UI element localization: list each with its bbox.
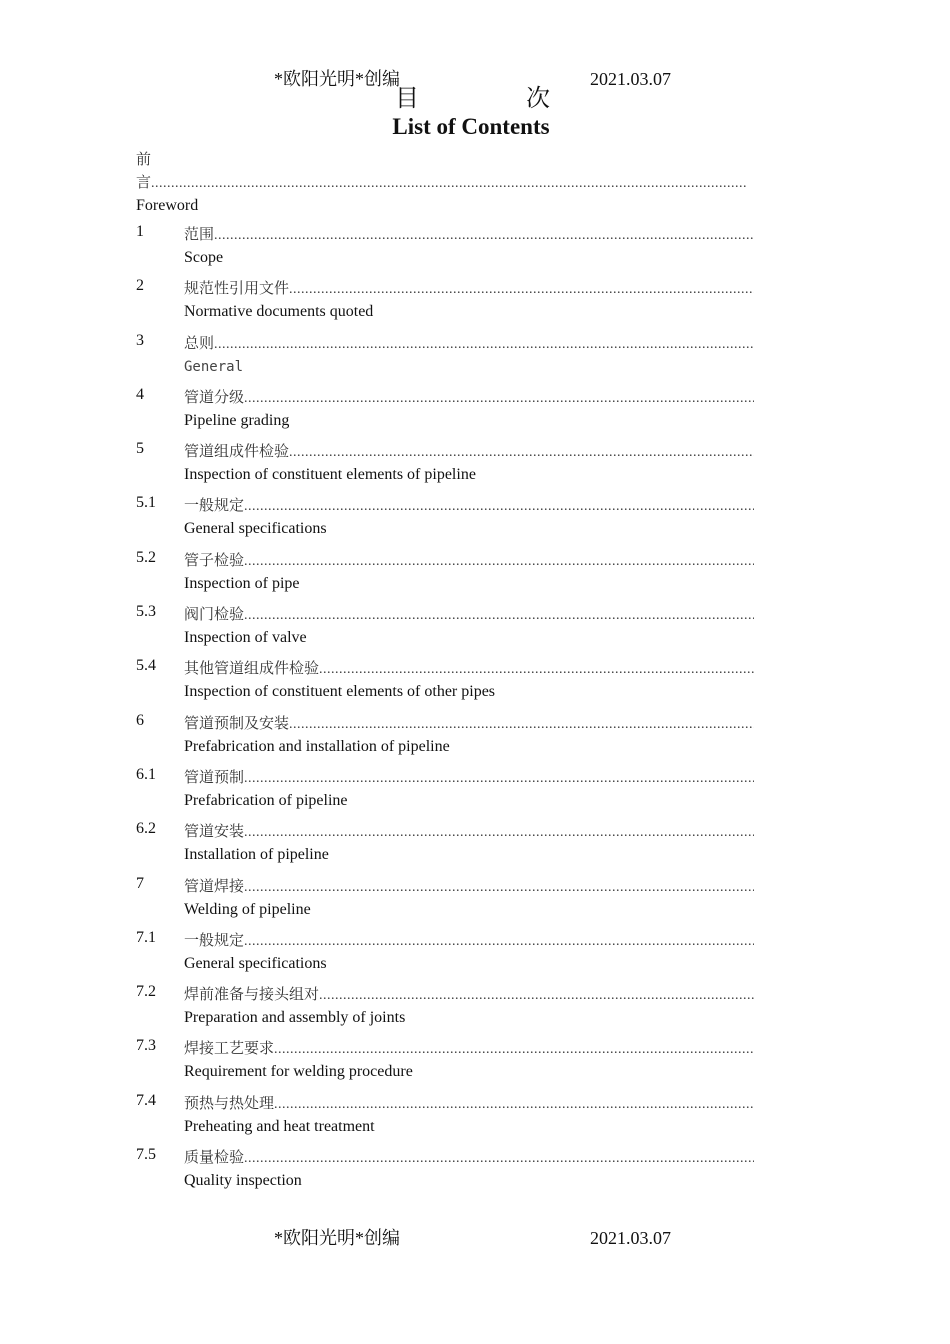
dot-leader [319, 985, 754, 1005]
toc-chinese-title: 管道预制 [184, 767, 245, 786]
toc-chinese-title: 管道组成件检验 [184, 442, 290, 461]
toc-entry[interactable] [136, 818, 754, 872]
toc-entry[interactable] [136, 384, 754, 438]
toc-chinese-title: 焊前准备与接头组对 [184, 985, 320, 1004]
toc-number: 6 [136, 711, 144, 729]
toc-english-title: Requirement for welding procedure [184, 1063, 413, 1081]
toc-english-title: Inspection of constituent elements of pipeline [184, 466, 476, 484]
page-title: List of Contents [392, 114, 550, 139]
toc-number: 4 [136, 385, 144, 403]
toc-chinese-title: 管道预制及安装 [184, 713, 290, 732]
title-chinese-left: 目 [395, 84, 419, 112]
toc-chinese-title: 阀门检验 [184, 605, 245, 624]
footer-author: *欧阳光明*创编 [274, 1228, 400, 1248]
toc-chinese-line [184, 494, 754, 516]
toc-entry[interactable] [136, 981, 754, 1035]
toc-english-title: Inspection of pipe [184, 574, 300, 592]
toc-english-title: General specifications [184, 954, 327, 972]
toc-chinese-title: 一般规定 [184, 496, 245, 515]
toc-entry[interactable] [136, 927, 754, 981]
toc-english-title: Normative documents quoted [184, 303, 374, 321]
toc-entry[interactable] [136, 1090, 754, 1144]
dot-leader [274, 1039, 754, 1059]
dot-leader [289, 442, 754, 462]
toc-number: 6.1 [136, 765, 156, 783]
toc-chinese-title: 质量检验 [184, 1148, 245, 1167]
toc-number: 7.4 [136, 1091, 156, 1109]
toc-chinese-line [184, 875, 754, 897]
toc-entry[interactable] [136, 601, 754, 655]
dot-leader [244, 388, 754, 408]
toc-english-title: General specifications [184, 520, 327, 538]
toc-english-title: Prefabrication and installation of pipeline [184, 737, 450, 755]
toc-english-title: Installation of pipeline [184, 846, 329, 864]
dot-leader [244, 605, 754, 625]
toc-chinese-title: 管道安装 [184, 822, 245, 841]
foreword-chinese-1: 前 [136, 150, 152, 168]
dot-leader [289, 279, 754, 299]
header-date: 2021.03.07 [590, 69, 671, 89]
toc-entry[interactable] [136, 330, 754, 384]
dot-leader [289, 714, 754, 734]
header-author: *欧阳光明*创编 [274, 69, 400, 89]
toc-number: 7.2 [136, 983, 156, 1001]
toc-chinese-line [184, 332, 754, 354]
dot-leader [151, 172, 746, 194]
toc-chinese-line [184, 1092, 754, 1114]
foreword-english: Foreword [136, 197, 199, 214]
title-chinese [395, 83, 550, 113]
toc-chinese-line [184, 223, 754, 245]
toc-chinese-title: 规范性引用文件 [184, 279, 290, 298]
dot-leader [244, 551, 754, 571]
toc-chinese-line [184, 1146, 754, 1168]
toc-chinese-line [184, 766, 754, 788]
toc-entry[interactable] [136, 710, 754, 764]
toc-chinese-title: 范围 [184, 225, 215, 243]
toc-number: 5.2 [136, 548, 156, 566]
toc-english-title: Preparation and assembly of joints [184, 1009, 406, 1027]
toc-english-title: Prefabrication of pipeline [184, 791, 348, 809]
toc-chinese-title: 焊接工艺要求 [184, 1039, 275, 1058]
toc-chinese-line [184, 1037, 754, 1059]
dot-leader [244, 822, 754, 842]
toc-entry[interactable] [136, 438, 754, 492]
toc-number: 3 [136, 331, 144, 349]
dot-leader [244, 768, 754, 788]
toc-number: 5 [136, 440, 144, 458]
toc-number: 7.1 [136, 928, 156, 946]
toc-chinese-title: 一般规定 [184, 930, 245, 949]
toc-entry[interactable] [136, 275, 754, 329]
title-chinese-right: 次 [526, 84, 550, 112]
toc-chinese-title: 管道焊接 [184, 876, 245, 895]
toc-english-title: General [184, 358, 244, 375]
dot-leader [244, 877, 754, 897]
toc-chinese-title: 管子检验 [184, 550, 245, 569]
toc-chinese-line [184, 440, 754, 462]
toc-chinese-line [184, 277, 754, 299]
toc-chinese-line [184, 820, 754, 842]
toc-english-title: Preheating and heat treatment [184, 1117, 375, 1135]
foreword-chinese-2: 言 [136, 173, 152, 191]
toc-chinese-title: 总则 [184, 333, 215, 352]
toc-number: 7 [136, 874, 144, 892]
dot-leader [244, 1148, 754, 1168]
toc-list [136, 221, 754, 1198]
dot-leader [214, 225, 754, 245]
toc-number: 1 [136, 223, 144, 240]
toc-chinese-line [184, 929, 754, 951]
toc-entry[interactable] [136, 492, 754, 546]
toc-entry[interactable] [136, 1144, 754, 1198]
toc-entry[interactable] [136, 655, 754, 709]
toc-chinese-line [184, 657, 754, 679]
toc-number: 7.3 [136, 1037, 156, 1055]
foreword-entry[interactable] [136, 148, 746, 218]
toc-chinese-line [184, 603, 754, 625]
toc-number: 5.4 [136, 657, 156, 675]
toc-english-title: Inspection of constituent elements of other pipes [184, 683, 496, 701]
toc-english-title: Pipeline grading [184, 411, 290, 429]
footer-date: 2021.03.07 [590, 1228, 671, 1248]
toc-english-title: Quality inspection [184, 1172, 302, 1190]
foreword-chinese-line [136, 170, 746, 194]
toc-chinese-line [184, 549, 754, 571]
toc-english-title: Inspection of valve [184, 629, 307, 647]
toc-english-title: Scope [184, 249, 224, 266]
toc-number: 5.1 [136, 494, 156, 512]
toc-chinese-title: 其他管道组成件检验 [184, 659, 320, 678]
dot-leader [274, 1094, 754, 1114]
toc-chinese-title: 管道分级 [184, 387, 245, 406]
toc-number: 7.5 [136, 1146, 156, 1164]
toc-entry[interactable] [136, 221, 754, 275]
dot-leader [319, 659, 754, 679]
toc-chinese-line [184, 386, 754, 408]
toc-entry[interactable] [136, 764, 754, 818]
toc-chinese-line [184, 983, 754, 1005]
toc-chinese-title: 预热与热处理 [184, 1093, 275, 1112]
dot-leader [214, 334, 754, 354]
toc-number: 6.2 [136, 820, 156, 838]
toc-entry[interactable] [136, 1035, 754, 1089]
toc-number: 2 [136, 277, 144, 295]
dot-leader [244, 496, 754, 516]
dot-leader [244, 931, 754, 951]
toc-entry[interactable] [136, 873, 754, 927]
toc-number: 5.3 [136, 603, 156, 621]
toc-english-title: Welding of pipeline [184, 900, 311, 918]
toc-entry[interactable] [136, 547, 754, 601]
toc-chinese-line [184, 712, 754, 734]
